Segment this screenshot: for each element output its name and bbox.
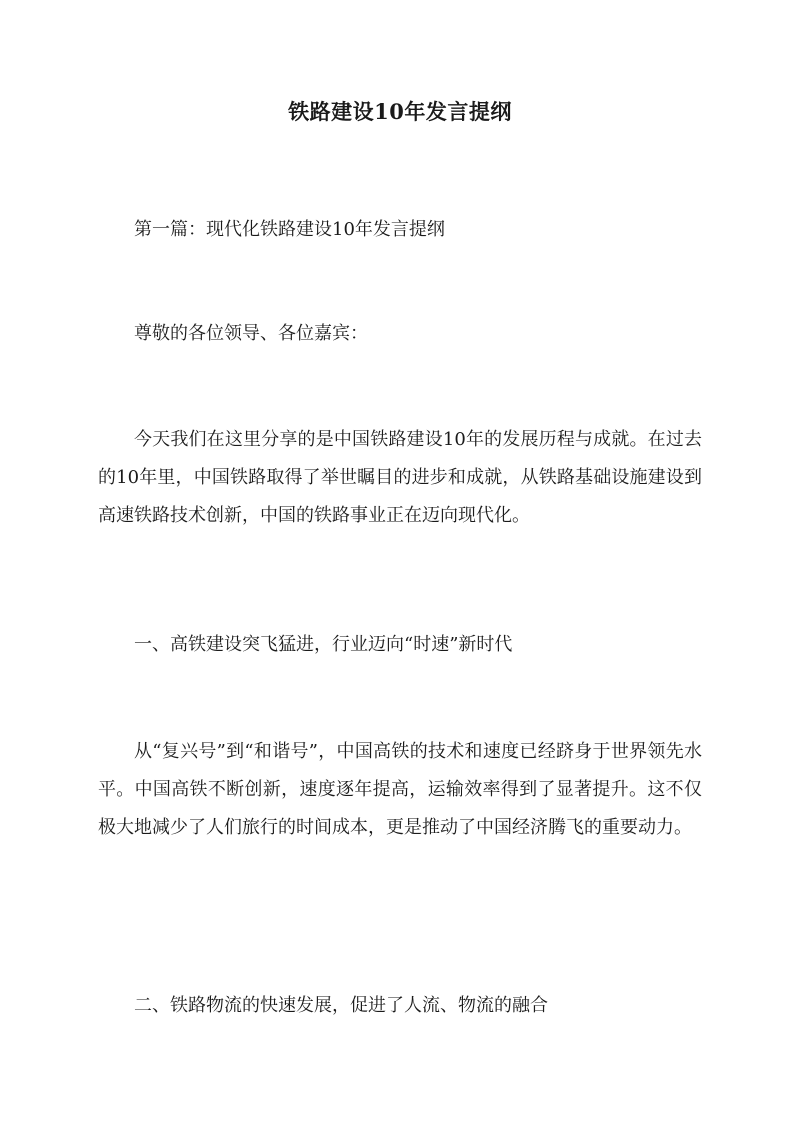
point-one-paragraph: 从“复兴号”到“和谐号”，中国高铁的技术和速度已经跻身于世界领先水平。中国高铁不断创新，速度逐年提高，运输效率得到了显著提升。这不仅极大地减少了人们旅行的时间成本，更是推动了中国经济腾飞的重要动力。 xyxy=(98,741,702,838)
point-one-heading: 一、高铁建设突飞猛进，行业迈向“时速”新时代 xyxy=(134,634,513,655)
section-heading: 第一篇：现代化铁路建设10年发言提纲 xyxy=(134,219,445,240)
intro-paragraph: 今天我们在这里分享的是中国铁路建设10年的发展历程与成就。在过去的10年里，中国铁路取得了举世瞩目的进步和成就，从铁路基础设施建设到高速铁路技术创新，中国的铁路事业正在迈向现代化。 xyxy=(98,429,702,526)
greeting: 尊敬的各位领导、各位嘉宾： xyxy=(134,323,368,344)
document-title: 铁路建设10年发言提纲 xyxy=(288,99,512,124)
point-two-heading: 二、铁路物流的快速发展，促进了人流、物流的融合 xyxy=(134,995,548,1016)
